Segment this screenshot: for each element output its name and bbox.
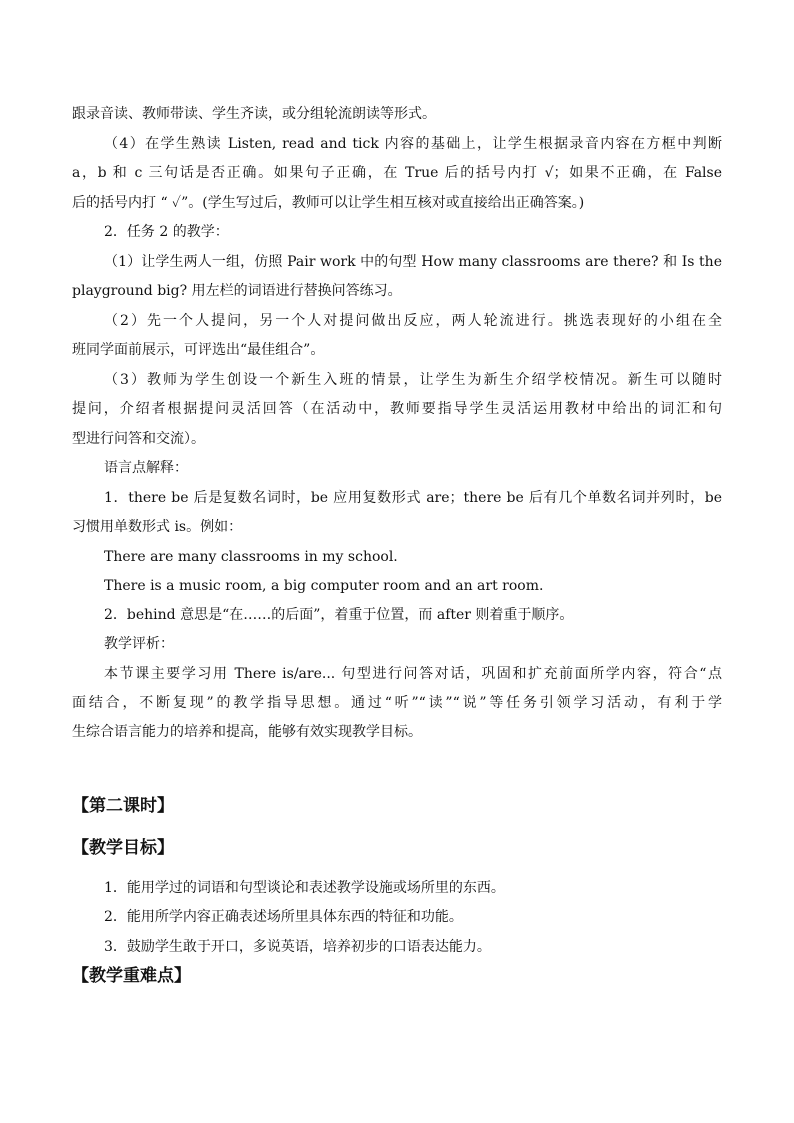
text-line: 班同学面前展示，可评选出“最佳组合”。 [72,342,325,358]
text-line: 型进行问答和交流）。 [72,431,205,447]
objective-item: 1．能用学过的词语和句型谈论和表述教学设施或场所里的东西。 [104,880,505,896]
section-heading-key-points: 【教学重难点】 [72,966,191,986]
text-line: （1）让学生两人一组，仿照 Pair work 中的句型 How many classrooms are there? 和 Is the [104,254,722,270]
text-line: （4）在学生熟读 Listen, read and tick 内容的基础上，让学生根据录音内容在方框中判断 [104,136,722,152]
text-line: 跟录音读、教师带读、学生齐读，或分组轮流朗读等形式。 [72,106,436,122]
section-heading-objectives: 【教学目标】 [72,838,174,858]
text-line: playground big? 用左栏的词语进行替换问答练习。 [72,283,402,299]
text-line: 生综合语言能力的培养和提高，能够有效实现教学目标。 [72,724,422,740]
text-line: 1．there be 后是复数名词时，be 应用复数形式 are；there be 后有几个单数名词并列时，be [104,490,722,506]
text-line: 2．任务 2 的教学： [104,224,229,240]
text-line: There is a music room, a big computer room and an art room. [104,578,544,594]
text-line: 2．behind 意思是“在……的后面”，着重于位置，而 after 则着重于顺序。 [104,607,574,623]
text-line: 后的括号内打 “ ✓”。(学生写过后，教师可以让学生相互核对或直接给出正确答案。) [72,195,585,211]
objective-item: 3．鼓励学生敢于开口，多说英语，培养初步的口语表达能力。 [104,939,491,955]
text-line: （2）先一个人提问，另一个人对提问做出反应，两人轮流进行。挑选表现好的小组在全 [104,313,722,329]
section-heading-lesson2: 【第二课时】 [72,796,174,816]
text-line: a，b 和 c 三句话是否正确。如果句子正确，在 True 后的括号内打 √；如果不正确，在 False [72,165,722,181]
text-line: 习惯用单数形式 is。例如： [72,519,243,535]
text-line: （3）教师为学生创设一个新生入班的情景，让学生为新生介绍学校情况。新生可以随时 [104,372,722,388]
text-line: 本节课主要学习用 There is/are... 句型进行问答对话，巩固和扩充前面所学内容，符合“点 [104,666,722,682]
objective-item: 2．能用所学内容正确表述场所里具体东西的特征和功能。 [104,909,463,925]
text-line: 提问，介绍者根据提问灵活回答（在活动中，教师要指导学生灵活运用教材中给出的词汇和句 [72,401,722,417]
text-line: 教学评析： [104,636,174,652]
text-line: 面结合，不断复现”的教学指导思想。通过“听”“读”“说”等任务引领学习活动，有利于学 [72,695,722,711]
text-line: 语言点解释： [104,460,188,476]
text-line: There are many classrooms in my school. [104,549,398,565]
